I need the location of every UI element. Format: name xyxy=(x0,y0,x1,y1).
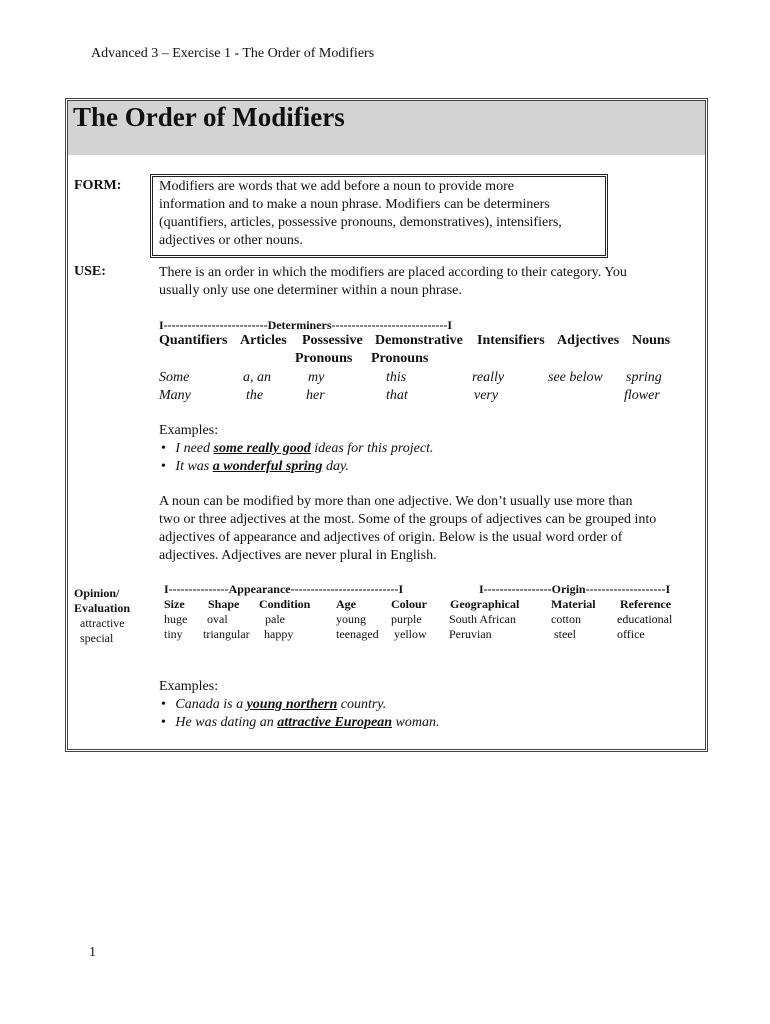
example-pre: It was xyxy=(175,459,213,474)
form-text xyxy=(159,178,562,250)
running-header: Advanced 3 – Exercise 1 - The Order of Modifiers xyxy=(91,46,375,61)
bullet-icon: • xyxy=(161,459,166,474)
cell: steel xyxy=(554,627,576,641)
paragraph-line: adjectives of appearance and adjectives of origin. Below is the usual word order of xyxy=(159,530,623,545)
cell: the xyxy=(246,388,264,403)
origin-bracket: I-----------------Origin--------------------I xyxy=(479,582,671,596)
example-item xyxy=(161,458,349,476)
page-number: 1 xyxy=(89,945,96,960)
cell: spring xyxy=(626,370,662,385)
paragraph-line: two or three adjectives at the most. Some of the groups of adjectives can be grouped into xyxy=(159,512,657,527)
cell: cotton xyxy=(551,612,581,626)
example-post: country. xyxy=(337,697,387,712)
paragraph-line: adjectives. Adjectives are never plural in English. xyxy=(159,548,437,563)
cell: see below xyxy=(548,370,603,385)
header-colour: Colour xyxy=(391,597,427,611)
header-material: Material xyxy=(551,597,596,611)
header-possessive: Possessive xyxy=(302,333,363,348)
cell: purple xyxy=(391,612,422,626)
example-key: young northern xyxy=(246,697,338,712)
form-label: FORM: xyxy=(74,178,122,193)
cell: her xyxy=(306,388,325,403)
bullet-icon: • xyxy=(161,441,166,456)
example-pre: He was dating an xyxy=(175,715,278,730)
subheader-pronouns: Pronouns xyxy=(295,351,353,366)
header-age: Age xyxy=(336,597,356,611)
cell: triangular xyxy=(203,627,250,641)
example-pre: I need xyxy=(175,441,214,456)
example-key: a wonderful spring xyxy=(212,459,323,474)
cell: Many xyxy=(159,388,191,403)
header-adjectives: Adjectives xyxy=(557,333,620,348)
cell: a, an xyxy=(243,370,271,385)
example-item xyxy=(161,440,433,458)
header-condition: Condition xyxy=(259,597,311,611)
example-post: woman. xyxy=(392,715,440,730)
form-line: (quantifiers, articles, possessive pronouns, demonstratives), intensifiers, xyxy=(159,215,562,230)
header-articles: Articles xyxy=(240,333,287,348)
form-line: Modifiers are words that we add before a noun to provide more xyxy=(159,179,514,194)
cell: Some xyxy=(159,370,190,385)
page-title: The Order of Modifiers xyxy=(73,102,345,132)
bullet-icon: • xyxy=(161,697,166,712)
cell: oval xyxy=(207,612,228,626)
opinion-item: attractive xyxy=(80,616,125,630)
header-size: Size xyxy=(164,597,185,611)
opinion-column xyxy=(74,586,130,646)
example-pre: Canada is a xyxy=(175,697,247,712)
example-post: ideas for this project. xyxy=(310,441,434,456)
paragraph-line: A noun can be modified by more than one adjective. We don’t usually use more than xyxy=(159,494,633,509)
example-key: some really good xyxy=(213,441,311,456)
adjective-paragraph xyxy=(159,493,656,565)
determiners-bracket: I--------------------------Determiners-----------------------------I xyxy=(159,318,453,332)
use-label: USE: xyxy=(74,264,106,279)
subheader-pronouns: Pronouns xyxy=(371,351,429,366)
cell: young xyxy=(336,612,366,626)
cell: yellow xyxy=(394,627,427,641)
cell: office xyxy=(617,627,645,641)
cell: pale xyxy=(265,612,285,626)
cell: happy xyxy=(264,627,294,641)
appearance-bracket: I---------------Appearance---------------------------I xyxy=(164,582,404,596)
header-shape: Shape xyxy=(208,597,240,611)
examples-label: Examples: xyxy=(159,679,219,694)
form-line: information and to make a noun phrase. Modifiers can be determiners xyxy=(159,197,550,212)
header-intensifiers: Intensifiers xyxy=(477,333,545,348)
opinion-title: Opinion/ xyxy=(74,586,120,600)
cell: very xyxy=(474,388,499,403)
opinion-item: special xyxy=(80,631,114,645)
header-reference: Reference xyxy=(620,597,672,611)
cell: teenaged xyxy=(336,627,379,641)
bullet-icon: • xyxy=(161,715,166,730)
cell: that xyxy=(386,388,408,403)
use-line: usually only use one determiner within a noun phrase. xyxy=(159,283,462,298)
cell: educational xyxy=(617,612,673,626)
opinion-title: Evaluation xyxy=(74,601,131,615)
examples-label: Examples: xyxy=(159,423,219,438)
header-geographical: Geographical xyxy=(450,597,520,611)
example-key: attractive European xyxy=(277,715,393,730)
example-item xyxy=(161,714,439,732)
header-nouns: Nouns xyxy=(632,333,671,348)
cell: South African xyxy=(449,612,516,626)
use-line: There is an order in which the modifiers are placed according to their category. You xyxy=(159,265,627,280)
cell: really xyxy=(472,370,505,385)
cell: this xyxy=(386,370,407,385)
form-line: adjectives or other nouns. xyxy=(159,233,303,248)
example-item xyxy=(161,696,386,714)
use-text xyxy=(159,264,627,300)
cell: my xyxy=(308,370,325,385)
cell: huge xyxy=(164,612,188,626)
header-quantifiers: Quantifiers xyxy=(159,333,228,348)
example-post: day. xyxy=(322,459,349,474)
cell: Peruvian xyxy=(449,627,492,641)
header-demonstrative: Demonstrative xyxy=(375,333,463,348)
cell: flower xyxy=(624,388,660,403)
cell: tiny xyxy=(164,627,183,641)
